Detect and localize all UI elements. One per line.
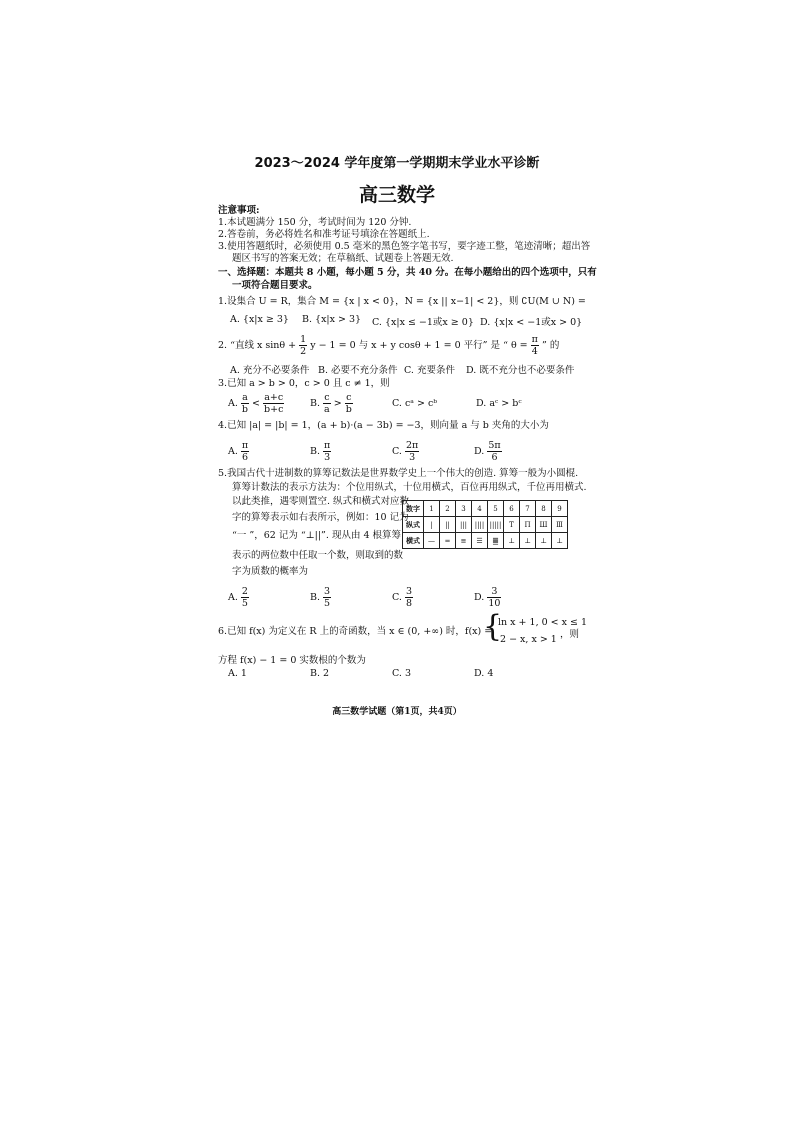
q1-option-b: B. {x|x > 3}: [302, 314, 362, 325]
rod-vertical: |||||: [488, 517, 504, 533]
rod-table-head-digit: 数字: [403, 501, 424, 517]
rod-digit: 5: [488, 501, 504, 517]
q4-option-c: C. $\frac{2\pi}{3}$: [392, 440, 419, 463]
q5-line-7: 字为质数的概率为: [232, 566, 309, 577]
rod-vertical: |||: [456, 517, 472, 533]
note-3: 3.使用答题纸时，必须使用 0.5 毫米的黑色签字笔书写，要字迹工整，笔迹清晰；超出答: [218, 241, 591, 252]
rod-horizontal: ⊥: [552, 533, 568, 549]
rod-digit: 8: [536, 501, 552, 517]
q6-line-2: 方程 f(x) − 1 = 0 实数根的个数为: [218, 655, 366, 666]
q4-option-b: B. $\frac{\pi}{3}$: [310, 440, 331, 463]
q5-line-6: 表示的两位数中任取一个数，则取到的数: [232, 550, 404, 561]
q5-option-a: A. $\frac{2}{5}$: [228, 586, 248, 609]
rod-digit: 4: [472, 501, 488, 517]
q2-option-d: D. 既不充分也不必要条件: [466, 365, 575, 376]
counting-rod-table: [402, 500, 568, 549]
q6-option-d: D. 4: [474, 668, 494, 679]
rod-horizontal: ≡: [456, 533, 472, 549]
q6-option-c: C. 3: [392, 668, 412, 679]
q2-option-c: C. 充要条件: [404, 365, 455, 376]
q5-line-5: “一 ”，62 记为 “⊥||”. 现从由 4 根算筹: [232, 530, 402, 541]
rod-digit: 2: [440, 501, 456, 517]
rod-table-vertical-row: [403, 517, 568, 533]
piecewise-brace: {: [483, 609, 503, 644]
q6-case-1: ln x + 1, 0 < x ≤ 1: [498, 617, 588, 628]
note-1: 1.本试题满分 150 分，考试时间为 120 分钟.: [218, 217, 412, 228]
exam-subject: 高三数学: [358, 184, 435, 206]
rod-vertical: Ⅲ: [552, 517, 568, 533]
rod-vertical: Π: [520, 517, 536, 533]
rod-horizontal: ═: [440, 533, 456, 549]
q2-stem-pre: 2. “直线 x sinθ +: [218, 340, 297, 351]
rod-digit: 1: [424, 501, 440, 517]
q4-option-a: A. $\frac{\pi}{6}$: [228, 440, 249, 463]
rod-horizontal: ☰: [472, 533, 488, 549]
q6-case-2: 2 − x, x > 1: [500, 634, 557, 645]
q6-option-a: A. 1: [228, 668, 247, 679]
q2-stem: [218, 334, 559, 357]
q2-fraction-half: $\frac{1}{2}$: [300, 334, 307, 357]
q1-option-c: C. {x|x ≤ −1或x ≥ 0}: [372, 317, 474, 328]
q5-option-c: C. $\frac{3}{8}$: [392, 586, 413, 609]
q4-stem: 4.已知 |a| = |b| = 1，(a + b)·(a − 3b) = −3，则向量 a 与 b 夹角的大小为: [218, 420, 549, 431]
q4-option-d: D. $\frac{5\pi}{6}$: [474, 440, 501, 463]
notes-heading: 注意事项:: [218, 205, 260, 216]
q1-stem: 1.设集合 U = R，集合 M = {x | x < 0}，N = {x || x−1| < 2}，则 ∁U(M ∪ N) =: [218, 296, 586, 307]
q5-line-4: 字的算筹表示如右表所示，例如：10 记为: [232, 512, 409, 523]
q3-option-a: A. $\frac{a}{b}$ < $\frac{a+c}{b+c}$: [228, 392, 284, 415]
rod-vertical: ||: [440, 517, 456, 533]
rod-digit: 3: [456, 501, 472, 517]
rod-digit: 9: [552, 501, 568, 517]
q5-line-3: 以此类推，遇零则置空. 纵式和横式对应数: [232, 496, 410, 507]
rod-table-digit-row: [403, 501, 568, 517]
q2-fraction-pi4: $\frac{\pi}{4}$: [531, 334, 538, 357]
rod-horizontal: ䷀: [488, 533, 504, 549]
rod-table-head-horizontal: 横式: [403, 533, 424, 549]
exam-title: 2023～2024 学年度第一学期期末学业水平诊断: [254, 156, 540, 171]
q6-stem-post: ，则: [560, 629, 580, 640]
rod-horizontal: ⊥: [520, 533, 536, 549]
rod-horizontal: ⊥: [536, 533, 552, 549]
rod-vertical: |: [424, 517, 440, 533]
note-3-cont: 题区书写的答案无效；在草稿纸、试题卷上答题无效.: [232, 253, 454, 264]
rod-vertical: Ш: [536, 517, 552, 533]
q6-stem: 6.已知 f(x) 为定义在 R 上的奇函数，当 x ∈ (0, +∞) 时，f(x) =: [218, 626, 493, 637]
q6-option-b: B. 2: [310, 668, 330, 679]
rod-vertical: ||||: [472, 517, 488, 533]
q2-stem-post: ” 的: [541, 340, 560, 351]
q1-option-a: A. {x|x ≥ 3}: [230, 314, 289, 325]
q5-line-1: 5.我国古代十进制数的算筹记数法是世界数学史上一个伟大的创造. 算筹一般为小圆棍.: [218, 468, 579, 479]
rod-table-horizontal-row: [403, 533, 568, 549]
note-2: 2.答卷前，务必将姓名和准考证号填涂在答题纸上.: [218, 229, 430, 240]
q2-option-a: A. 充分不必要条件: [230, 365, 310, 376]
q3-option-b: B. $\frac{c}{a}$ > $\frac{c}{b}$: [310, 392, 352, 415]
q3-option-c: C. cᵃ > cᵇ: [392, 398, 438, 409]
rod-horizontal: —: [424, 533, 440, 549]
rod-table-head-vertical: 纵式: [403, 517, 424, 533]
q1-option-d: D. {x|x < −1或x > 0}: [480, 317, 583, 328]
rod-digit: 6: [504, 501, 520, 517]
q3-stem: 3.已知 a > b > 0，c > 0 且 c ≠ 1，则: [218, 378, 390, 389]
q5-option-b: B. $\frac{3}{5}$: [310, 586, 331, 609]
q3-option-d: D. aᶜ > bᶜ: [476, 398, 522, 409]
q2-option-b: B. 必要不充分条件: [318, 365, 398, 376]
q5-line-2: 算筹计数法的表示方法为：个位用纵式，十位用横式，百位再用纵式，千位再用横式.: [232, 482, 587, 493]
q5-option-d: D. $\frac{3}{10}$: [474, 586, 501, 609]
section-heading-cont: 一项符合题目要求。: [232, 280, 318, 291]
q2-stem-mid: y − 1 = 0 与 x + y cosθ + 1 = 0 平行” 是 “ θ =: [310, 340, 528, 351]
rod-digit: 7: [520, 501, 536, 517]
page-footer: 高三数学试题（第1页，共4页）: [332, 707, 462, 717]
rod-horizontal: ⊥: [504, 533, 520, 549]
section-heading: 一、选择题：本题共 8 小题，每小题 5 分，共 40 分。在每小题给出的四个选项中，只有: [218, 267, 597, 278]
rod-vertical: T: [504, 517, 520, 533]
